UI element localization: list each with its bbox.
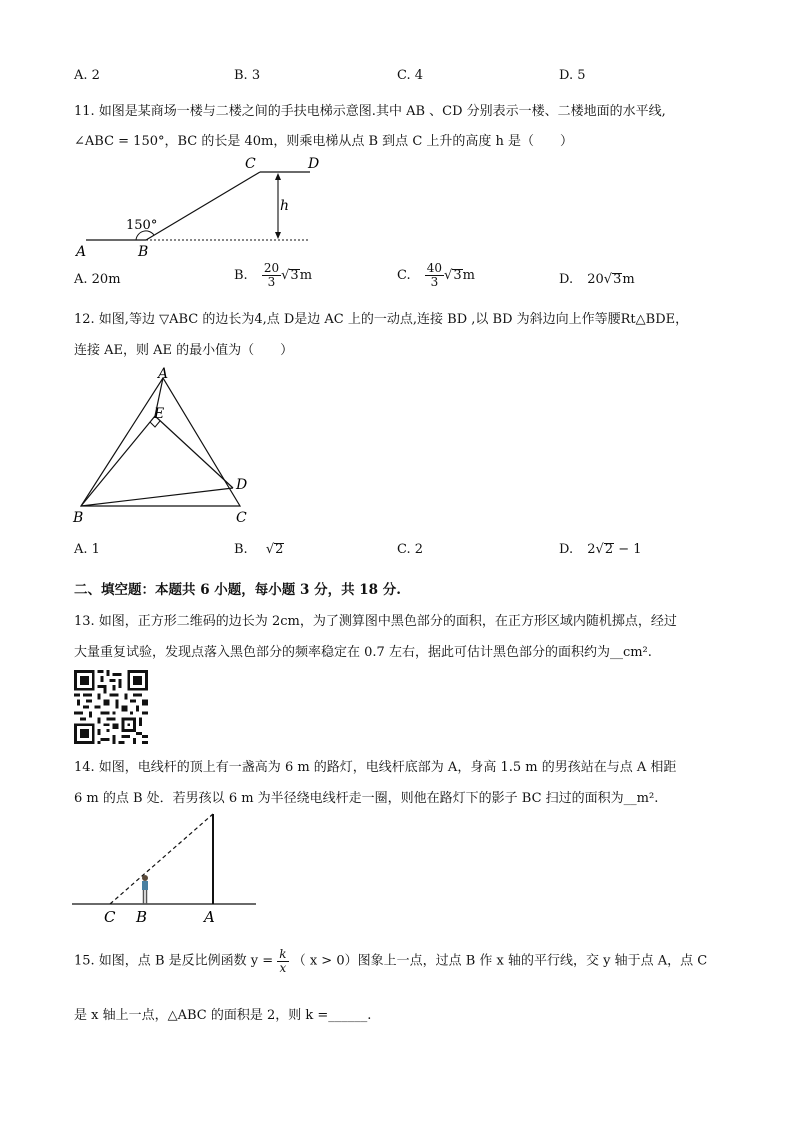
q10-option-b: B. 3: [234, 68, 261, 83]
q11-option-b-radicand: 3: [290, 268, 299, 283]
q12-option-a: A. 1: [74, 542, 100, 557]
q12-option-b: B. √2: [234, 542, 284, 557]
segment-ed: [155, 416, 233, 488]
q12-text-line2: 连接 AE，则 AE 的最小值为（ ）: [74, 343, 294, 358]
q11-option-c-denominator: 3: [430, 275, 439, 289]
q12-option-c: C. 2: [397, 542, 424, 557]
q14-text-line2: 6 m 的点 B 处．若男孩以 6 m 为半径绕电线杆走一圈，则他在路灯下的影子 BC 扫过的面积为__m².: [74, 791, 659, 806]
q11-option-c-prefix: C.: [397, 268, 411, 283]
boy-head: [142, 875, 148, 881]
q14-text-line1: 14. 如图，电线杆的顶上有一盏高为 6 m 的路灯，电线杆底部为 A，身高 1.5 m 的男孩站在与点 A 相距: [74, 760, 677, 775]
q12-option-d-tail: − 1: [618, 542, 642, 557]
q15-fraction-numerator: k: [279, 947, 287, 961]
q10-option-a: A. 2: [74, 68, 100, 83]
q12-option-b-prefix: B.: [234, 542, 248, 557]
q12-text-line1: 12. 如图,等边 ▽ABC 的边长为4,点 D是边 AC 上的一动点,连接 BD ,以 BD 为斜边向上作等腰Rt△BDE，: [74, 312, 689, 327]
q11-option-d: D. 20√3m: [559, 272, 635, 287]
q13-text-line2: 大量重复试验，发现点落入黑色部分的频率稳定在 0.7 左右，据此可估计黑色部分的面积约为__cm².: [74, 645, 652, 660]
q12-option-b-radicand: 2: [275, 542, 284, 557]
qr-code-image: [74, 670, 148, 744]
label-b: B: [73, 510, 84, 526]
q11-option-c-fraction: [425, 262, 444, 289]
q10-option-d: D. 5: [559, 68, 586, 83]
triangle-figure: [68, 366, 258, 528]
q11-option-b-denominator: 3: [267, 275, 276, 289]
q15-text-line2: 是 x 轴上一点，△ABC 的面积是 2，则 k =______.: [74, 1008, 372, 1023]
escalator-figure: [70, 152, 320, 260]
q15-fraction: [277, 948, 288, 975]
label-a: A: [204, 908, 215, 926]
q15-line1-post: （ x > 0）图象上一点，过点 B 作 x 轴的平行线，交 y 轴于点 A，点 C: [292, 953, 708, 969]
label-a: A: [158, 366, 169, 382]
label-c: C: [104, 908, 116, 926]
q12-option-d-radicand: 2: [604, 542, 614, 557]
q12-option-d-prefix: D.: [559, 542, 574, 557]
q15-text-line1: [74, 948, 707, 975]
label-a: A: [76, 244, 87, 260]
label-d: D: [236, 477, 248, 493]
q11-option-a: A. 20m: [74, 272, 121, 287]
escalator-line-bc: [146, 172, 260, 240]
q15-fraction-denominator: x: [279, 961, 287, 975]
label-c: C: [245, 156, 256, 172]
section-heading: 二、填空题：本题共 6 小题，每小题 3 分，共 18 分.: [74, 582, 401, 598]
q11-option-d-unit: m: [622, 272, 635, 287]
light-ray-dashed: [110, 814, 213, 904]
label-e: E: [154, 406, 165, 422]
arrow-head-down: [275, 232, 281, 239]
q11-option-b-unit: m: [299, 268, 313, 283]
q12-option-d-coef: 2: [587, 542, 596, 557]
q13-text-line1: 13. 如图，正方形二维码的边长为 2cm，为了测算图中黑色部分的面积，在正方形区域内随机掷点，经过: [74, 614, 677, 629]
q11-option-b: B. $\frac{20}{3}$ √3m: [234, 261, 313, 289]
q11-option-b-prefix: B.: [234, 268, 248, 283]
label-b: B: [138, 244, 149, 260]
q11-option-c-unit: m: [462, 268, 475, 283]
boy-body: [142, 881, 148, 890]
lamp-shadow-figure: [70, 810, 260, 928]
segment-be: [81, 416, 155, 506]
q11-option-c-radicand: 3: [453, 268, 462, 283]
arrow-head-up: [275, 173, 281, 180]
q11-option-c-numerator: 40: [426, 261, 443, 275]
q15-line1-pre: 15. 如图，点 B 是反比例函数 y =: [74, 953, 274, 969]
q11-option-b-numerator: 20: [263, 261, 280, 275]
q11-option-d-radicand: 3: [613, 272, 622, 287]
q11-option-d-coef: 20: [587, 272, 604, 287]
triangle-abc: [81, 378, 240, 506]
q11-text-line1: 11. 如图是某商场一楼与二楼之间的手扶电梯示意图.其中 AB 、CD 分别表示一楼、二楼地面的水平线,: [74, 104, 666, 119]
q11-option-b-fraction: [262, 262, 281, 289]
label-h: h: [280, 198, 290, 214]
label-d: D: [308, 156, 320, 172]
q11-text-line2: ∠ABC = 150°，BC 的长是 40m，则乘电梯从点 B 到点 C 上升的高度 h 是（ ）: [74, 134, 574, 149]
angle-label: 150°: [126, 218, 158, 233]
q12-option-d: D. 2√2 − 1: [559, 542, 642, 557]
q10-option-c: C. 4: [397, 68, 424, 83]
label-c: C: [236, 510, 247, 526]
label-b: B: [136, 908, 148, 926]
q11-option-d-prefix: D.: [559, 272, 574, 287]
q11-option-c: C. $\frac{40}{3}$ √3m: [397, 261, 475, 289]
segment-bd: [81, 488, 233, 506]
